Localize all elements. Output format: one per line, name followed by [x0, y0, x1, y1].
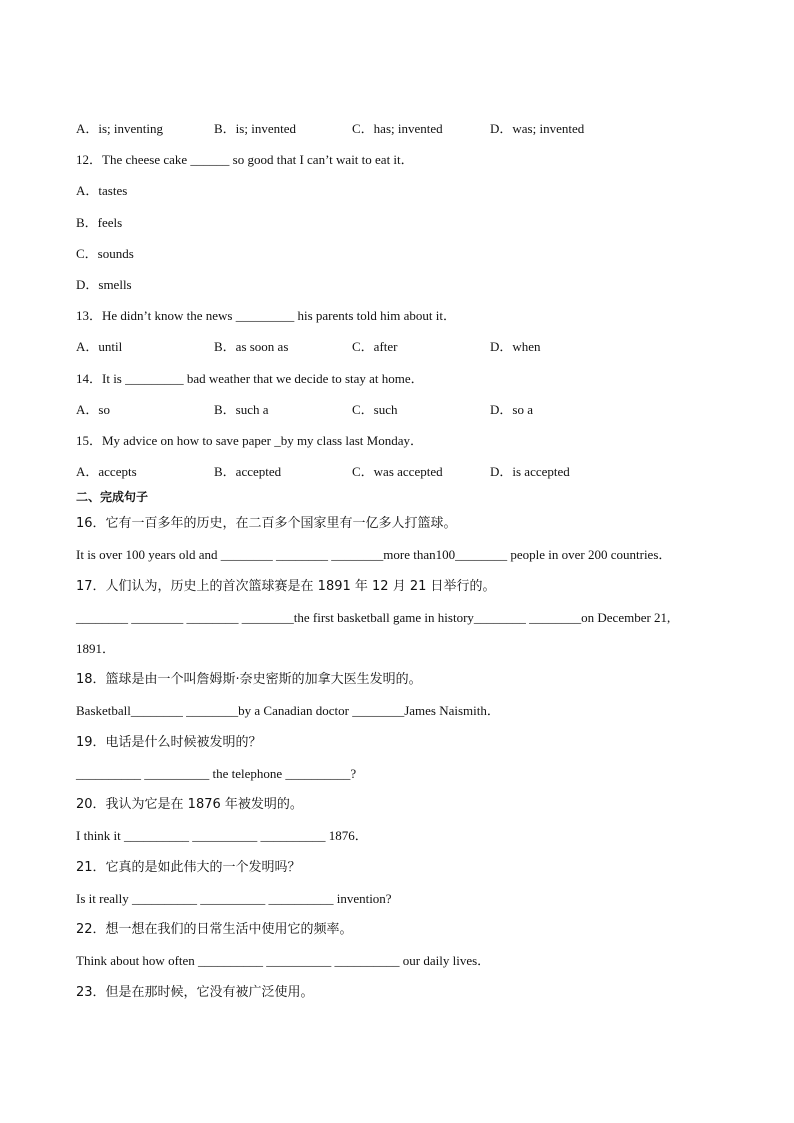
q12-option-a: A．tastes [76, 183, 128, 198]
q23-chinese: 23．但是在那时候，它没有被广泛使用。 [76, 985, 314, 1000]
q15-stem: 15．My advice on how to save paper _by my class last Monday． [76, 433, 423, 448]
q19-chinese: 19．电话是什么时候被发明的？ [76, 735, 262, 750]
q17-chinese: 17．人们认为，历史上的首次篮球赛是在 1891 年 12 月 21 日举行的。 [76, 579, 496, 594]
q19-english: __________ __________ the telephone __________? [76, 766, 357, 781]
q14-option-d: D．so a [490, 402, 533, 417]
q14-stem: 14．It is _________ bad weather that we decide to stay at home． [76, 371, 424, 386]
q14-option-a: A．so [76, 402, 110, 417]
q12-option-b: B．feels [76, 215, 123, 230]
q21-english: Is it really __________ __________ __________ invention? [76, 891, 392, 906]
section-title: 二、完成句子 [76, 490, 149, 504]
q17-english-line1: ________ ________ ________ ________the first basketball game in history________ ________on December 21, [76, 610, 671, 625]
q20-chinese: 20．我认为它是在 1876 年被发明的。 [76, 797, 303, 812]
q16-chinese: 16．它有一百多年的历史，在二百多个国家里有一亿多人打篮球。 [76, 516, 457, 531]
q20-english: I think it __________ __________ __________ 1876． [76, 828, 368, 843]
q15-option-c: C．was accepted [352, 464, 443, 479]
q15-option-b: B．accepted [214, 464, 282, 479]
q11-option-b: B．is; invented [214, 121, 296, 136]
q16-english: It is over 100 years old and ________ ________ ________more than100________ people in over 200 countries． [76, 547, 672, 562]
q15-option-d: D．is accepted [490, 464, 570, 479]
q18-chinese: 18．篮球是由一个叫詹姆斯·奈史密斯的加拿大医生发明的。 [76, 672, 422, 687]
q13-option-b: B．as soon as [214, 339, 289, 354]
q22-english: Think about how often __________ __________ __________ our daily lives． [76, 953, 491, 968]
q18-english: Basketball________ ________by a Canadian doctor ________James Naismith． [76, 703, 500, 718]
q15-option-a: A．accepts [76, 464, 137, 479]
q12-stem: 12．The cheese cake ______ so good that I can’t wait to eat it． [76, 152, 414, 167]
q13-option-a: A．until [76, 339, 123, 354]
q17-english-line2: 1891． [76, 641, 116, 656]
q14-option-c: C．such [352, 402, 398, 417]
q12-option-d: D．smells [76, 277, 132, 292]
q14-options [76, 402, 716, 418]
q14-option-b: B．such a [214, 402, 269, 417]
q12-option-c: C．sounds [76, 246, 134, 261]
q11-option-c: C．has; invented [352, 121, 443, 136]
q21-chinese: 21．它真的是如此伟大的一个发明吗？ [76, 860, 301, 875]
q13-stem: 13．He didn’t know the news _________ his parents told him about it． [76, 308, 456, 323]
q13-options [76, 339, 716, 355]
q11-option-d: D．was; invented [490, 121, 585, 136]
q13-option-c: C．after [352, 339, 398, 354]
q13-option-d: D．when [490, 339, 541, 354]
q11-options [76, 121, 716, 137]
q11-option-a: A．is; inventing [76, 121, 164, 136]
q15-options [76, 464, 716, 480]
q22-chinese: 22．想一想在我们的日常生活中使用它的频率。 [76, 922, 353, 937]
